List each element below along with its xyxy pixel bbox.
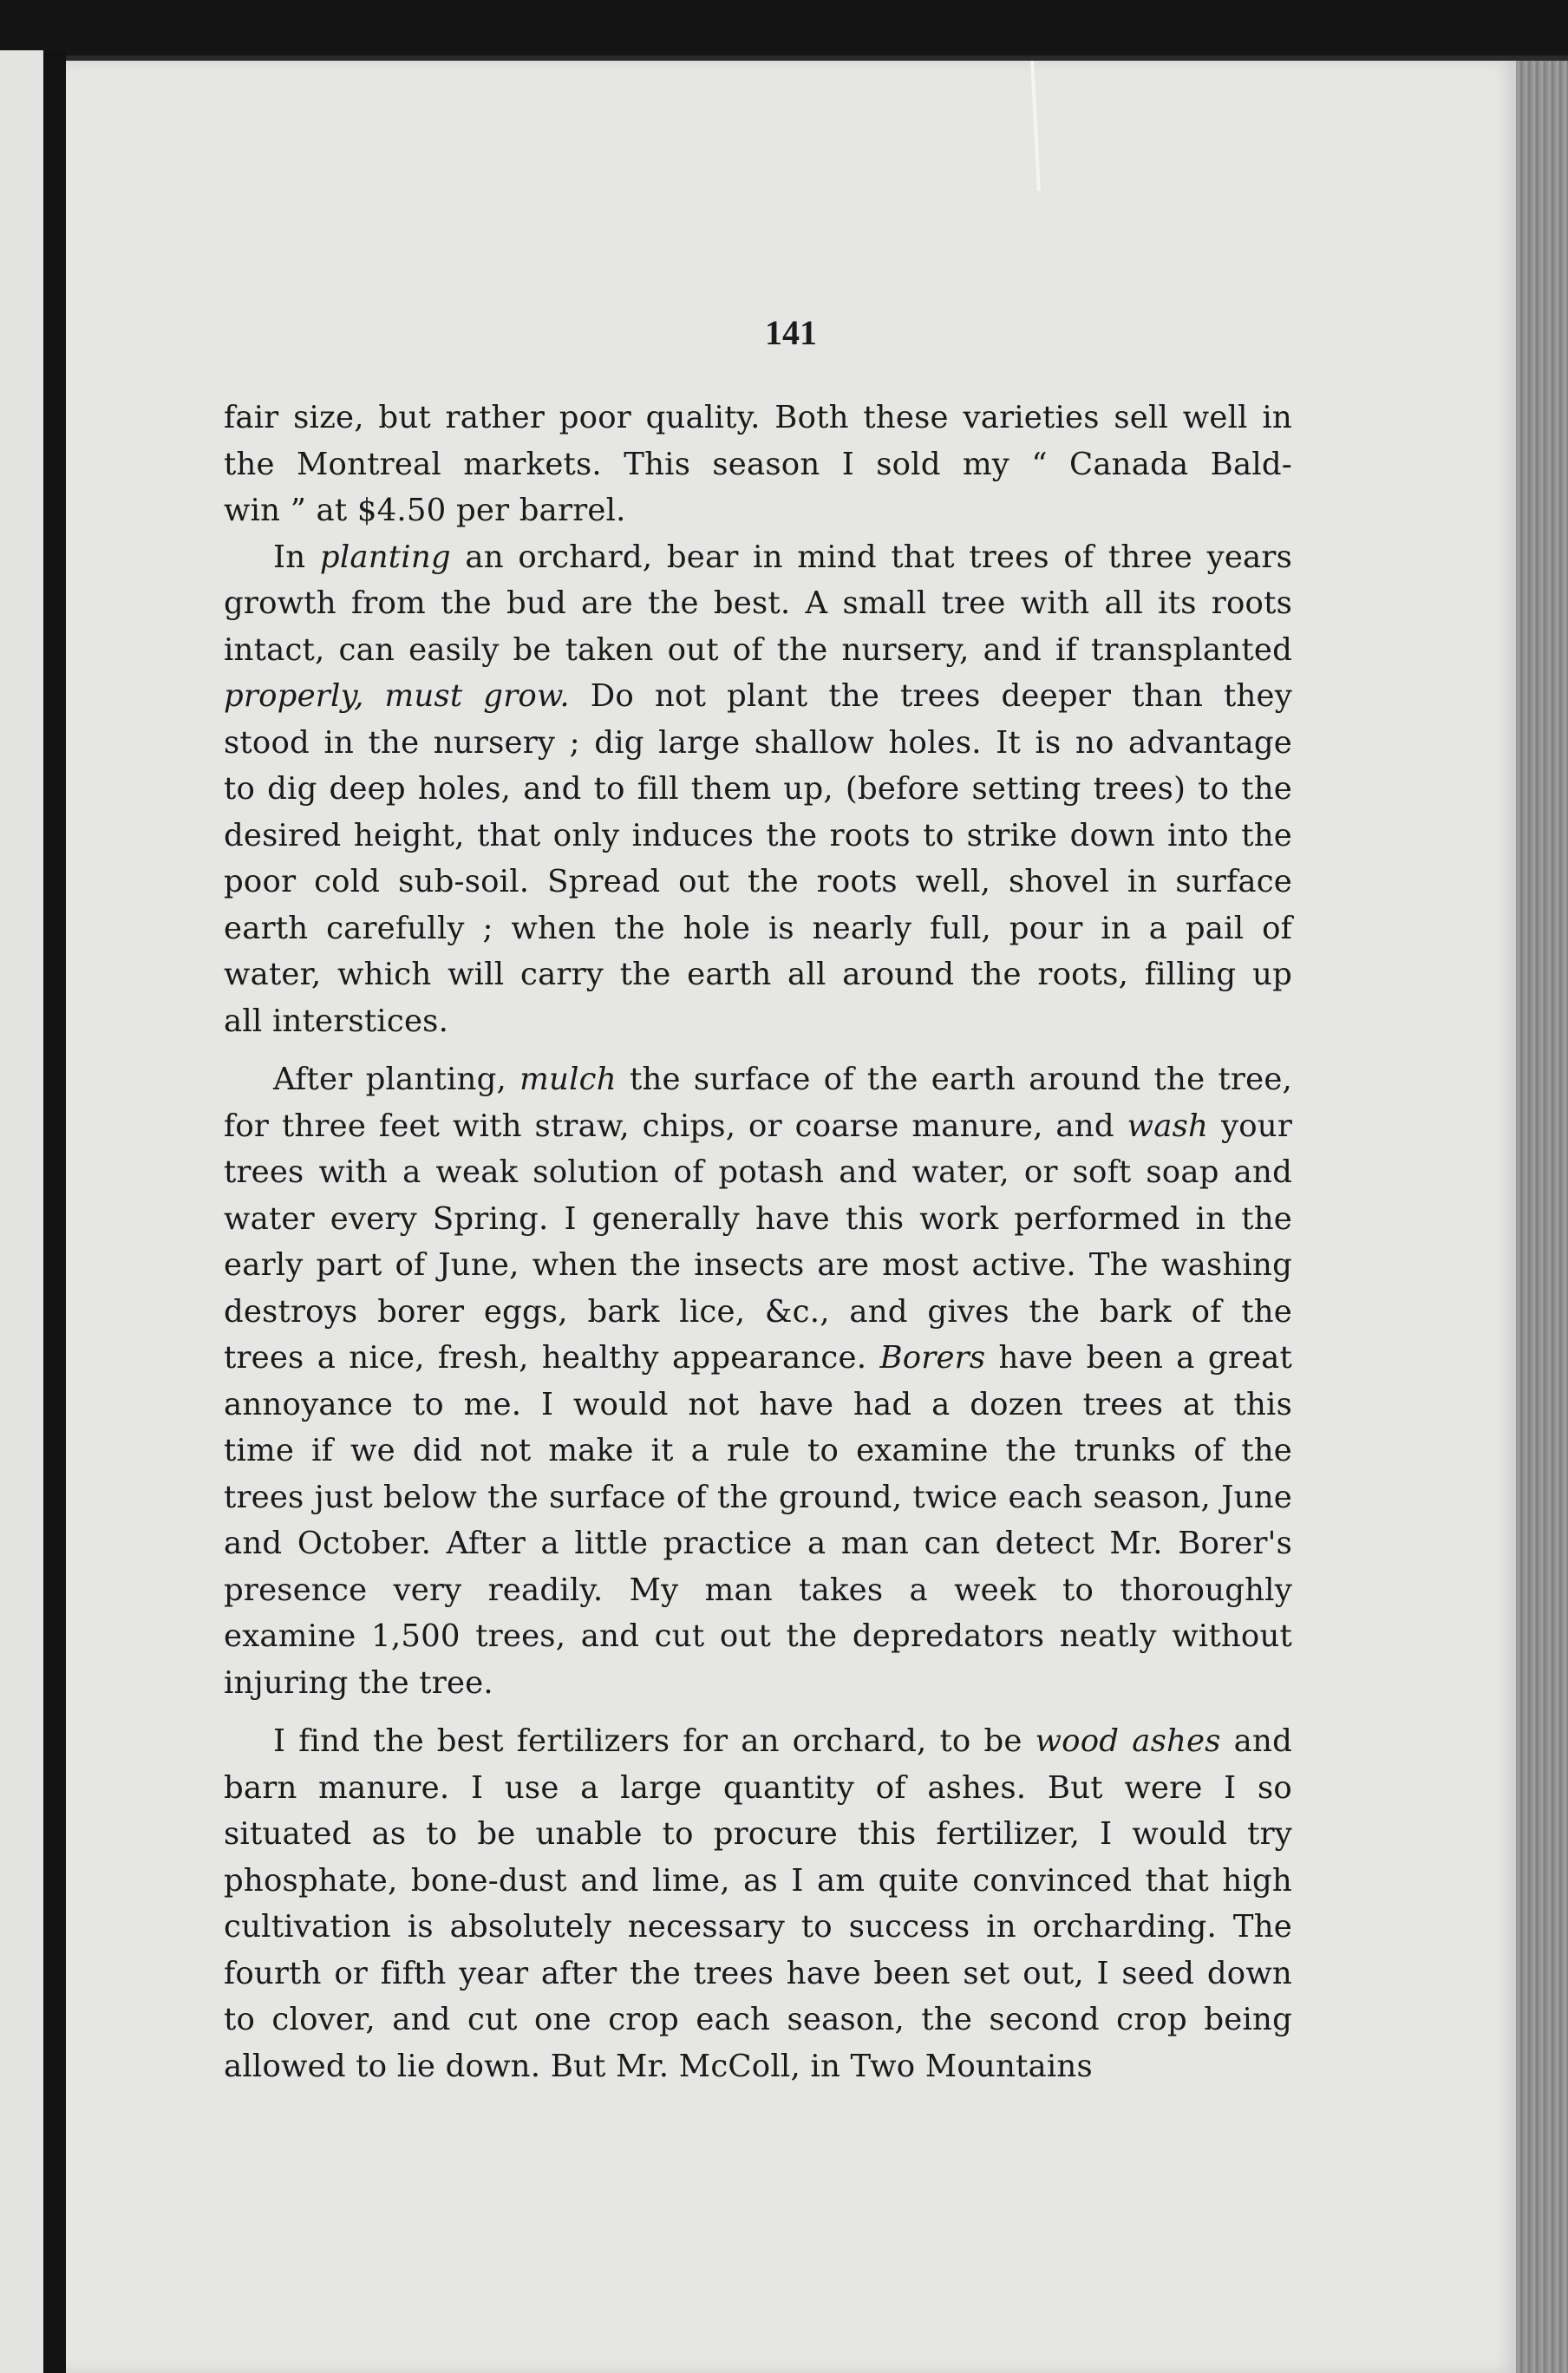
text-run: trees a nice, fresh, healthy appearance. xyxy=(224,1340,880,1376)
text-run: In xyxy=(273,539,320,575)
text-run: the surface of the earth around the tree, xyxy=(616,1062,1293,1097)
text-line xyxy=(224,534,1292,581)
book-page xyxy=(66,61,1516,2373)
italic-emphasis: properly, must grow. xyxy=(224,678,570,714)
text-run: allowed to lie down. But Mr. McColl, in Two Mountains xyxy=(224,2048,1093,2084)
text-line xyxy=(224,1428,1292,1474)
text-line xyxy=(224,1765,1292,1812)
italic-emphasis: mulch xyxy=(519,1062,617,1097)
text-run: poor cold sub-soil. Spread out the roots well, shovel in surface xyxy=(224,864,1292,899)
text-run: cultivation is absolutely necessary to success in orcharding. The xyxy=(224,1909,1292,1945)
text-run: time if we did not make it a rule to examine the trunks of the xyxy=(224,1433,1292,1468)
text-run: growth from the bud are the best. A small tree with all its roots xyxy=(224,585,1292,621)
text-line xyxy=(224,1613,1292,1660)
text-run: desired height, that only induces the roots to strike down into the xyxy=(224,817,1292,853)
text-run: intact, can easily be taken out of the nursery, and if transplanted xyxy=(224,631,1292,668)
page-stack-edge xyxy=(1516,61,1568,2373)
text-line xyxy=(224,951,1292,998)
text-run: an orchard, bear in mind that trees of three years xyxy=(450,539,1292,575)
text-run: stood in the nursery ; dig large shallow holes. It is no advantage xyxy=(224,724,1292,761)
text-line xyxy=(224,1904,1292,1951)
text-line xyxy=(224,1858,1292,1905)
italic-emphasis: planting xyxy=(319,539,451,575)
scanner-top-border xyxy=(0,0,1568,56)
text-run: to clover, and cut one crop each season, the second crop being xyxy=(224,2002,1292,2037)
text-line xyxy=(224,395,1292,441)
italic-emphasis: Borers xyxy=(879,1340,986,1376)
text-run: fair size, but rather poor quality. Both these varieties sell well in xyxy=(224,400,1292,435)
text-run: and October. After a little practice a man can detect Mr. Borer's xyxy=(224,1526,1292,1561)
text-line xyxy=(224,1056,1292,1103)
page-number: 141 xyxy=(765,313,817,352)
text-run: situated as to be unable to procure this fertilizer, I would try xyxy=(224,1816,1292,1852)
text-run: trees just below the surface of the ground, twice each season, June xyxy=(224,1479,1292,1515)
text-line xyxy=(224,1149,1292,1196)
text-run: I find the best fertilizers for an orchard, to be xyxy=(273,1723,1036,1759)
text-line xyxy=(224,487,1292,534)
text-run: trees with a weak solution of potash and water, or soft soap and xyxy=(224,1154,1292,1190)
text-run: to dig deep holes, and to fill them up, (before setting trees) to the xyxy=(224,771,1292,807)
text-run: phosphate, bone-dust and lime, as I am quite convinced that high xyxy=(224,1862,1292,1899)
facing-page-edge xyxy=(0,50,43,2373)
text-line xyxy=(224,1382,1292,1428)
text-run: the Montreal markets. This season I sold my “ Canada Bald- xyxy=(224,446,1292,482)
text-line xyxy=(224,998,1292,1045)
text-run: your xyxy=(1208,1108,1293,1144)
text-line xyxy=(224,905,1292,952)
text-line xyxy=(224,1660,1292,1707)
text-run: earth carefully ; when the hole is nearly full, pour in a pail of xyxy=(224,910,1292,946)
text-run: barn manure. I use a large quantity of ashes. But were I so xyxy=(224,1769,1292,1806)
text-run: all interstices. xyxy=(224,1003,449,1039)
text-line xyxy=(224,441,1292,488)
text-run: water every Spring. I generally have this work performed in the xyxy=(224,1200,1292,1237)
text-run: win ” at $4.50 per barrel. xyxy=(224,493,626,528)
text-run: for three feet with straw, chips, or coarse manure, and xyxy=(224,1108,1127,1144)
text-line xyxy=(224,1242,1292,1289)
text-run: early part of June, when the insects are most active. The washing xyxy=(224,1247,1292,1283)
text-line xyxy=(224,1951,1292,1997)
text-line xyxy=(224,1196,1292,1243)
text-line xyxy=(224,859,1292,905)
text-line xyxy=(224,1567,1292,1614)
text-line xyxy=(224,1520,1292,1567)
text-run: examine 1,500 trees, and cut out the depredators neatly without xyxy=(224,1618,1292,1654)
text-line xyxy=(224,1474,1292,1521)
text-line xyxy=(224,1811,1292,1858)
text-run: have been a great xyxy=(985,1340,1292,1376)
text-line xyxy=(224,627,1292,674)
text-line xyxy=(224,1997,1292,2043)
text-line xyxy=(224,1289,1292,1336)
text-run: and xyxy=(1220,1723,1293,1759)
text-line xyxy=(224,1718,1292,1765)
text-run: presence very readily. My man takes a week to thoroughly xyxy=(224,1572,1292,1608)
text-line xyxy=(224,720,1292,767)
text-line xyxy=(224,580,1292,627)
text-run: fourth or fifth year after the trees have been set out, I seed down xyxy=(224,1955,1292,1991)
book-gutter xyxy=(43,50,66,2373)
text-run: annoyance to me. I would not have had a dozen trees at this xyxy=(224,1386,1292,1422)
italic-emphasis: wash xyxy=(1127,1108,1209,1144)
text-run: water, which will carry the earth all around the roots, filling up xyxy=(224,957,1292,992)
italic-emphasis: wood ashes xyxy=(1035,1723,1221,1759)
text-run: destroys borer eggs, bark lice, &c., and gives the bark of the xyxy=(224,1293,1292,1330)
text-line xyxy=(224,1335,1292,1382)
text-line xyxy=(224,673,1292,720)
text-run: After planting, xyxy=(273,1062,520,1097)
body-text xyxy=(224,395,1292,2089)
text-line xyxy=(224,766,1292,813)
text-line xyxy=(224,2043,1292,2090)
text-line xyxy=(224,1103,1292,1150)
text-run: Do not plant the trees deeper than they xyxy=(569,678,1292,714)
text-line xyxy=(224,813,1292,860)
text-run: injuring the tree. xyxy=(224,1664,493,1701)
